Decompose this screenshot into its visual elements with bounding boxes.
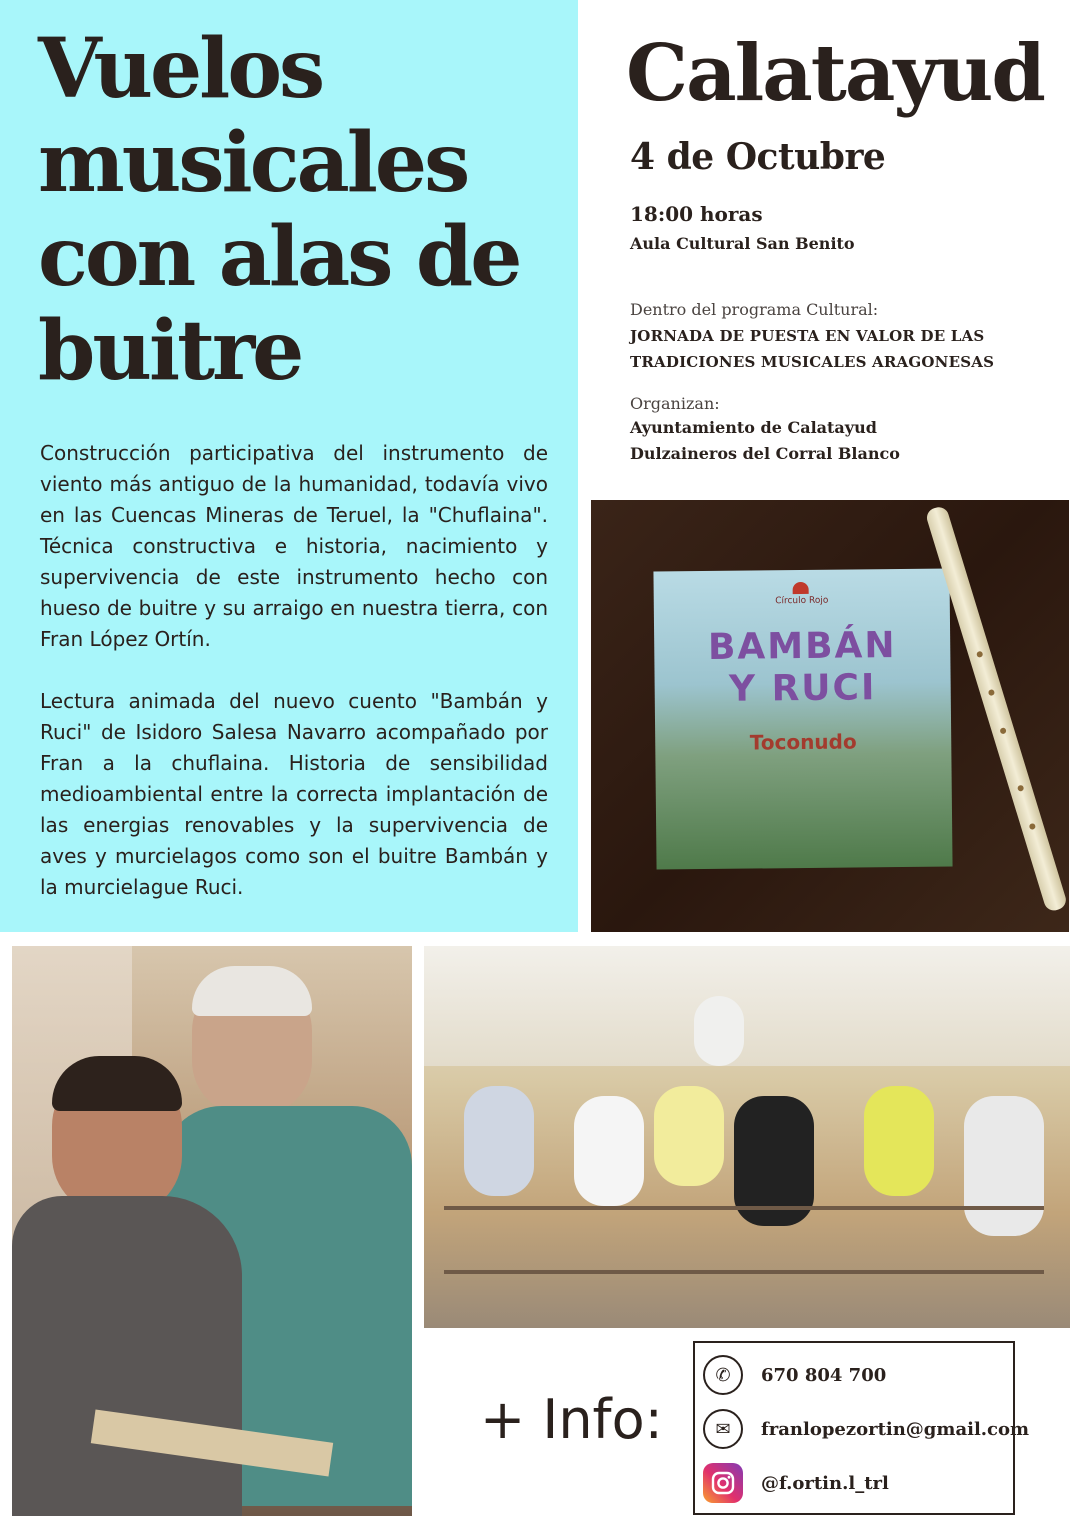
description-panel <box>0 0 578 932</box>
phone-number[interactable]: 670 804 700 <box>761 1364 887 1386</box>
publisher-logo-icon <box>793 582 809 594</box>
instagram-handle[interactable]: @f.ortin.l_trl <box>761 1472 889 1494</box>
event-city: Calatayud <box>626 28 1044 119</box>
child <box>654 1086 724 1186</box>
book-subtitle: Toconudo <box>749 729 857 755</box>
hall-wall <box>424 946 1070 1066</box>
workshop-photo <box>12 946 412 1516</box>
event-time: 18:00 horas <box>630 202 763 226</box>
mail-icon: ✉ <box>703 1409 743 1449</box>
info-heading: + Info: <box>480 1388 663 1451</box>
page-title: Vuelos musicales con alas de buitre <box>38 21 520 399</box>
book-title-line-1: BAMBÁN <box>707 625 897 668</box>
description-paragraph-1: Construcción participativa del instrumento de viento más antiguo de la humanidad, todavía vivo en las Cuencas Mineras de Teruel, la "Chuflaina". Técnica constructiva e historia, nacimiento y supervivencia de este instrumento hecho con hueso de buitre y su arraigo en nuestra tierra, con Fran López Ortín. <box>40 441 548 651</box>
teacher <box>694 996 744 1066</box>
phone-row[interactable] <box>703 1353 886 1397</box>
flute-hole <box>999 727 1006 734</box>
young-hair <box>52 1056 182 1111</box>
program-name-line-2: TRADICIONES MUSICALES ARAGONESAS <box>630 353 995 371</box>
flute-hole <box>988 689 995 696</box>
chairs <box>444 1206 1044 1274</box>
contact-box <box>693 1341 1030 1515</box>
children-session-photo <box>424 946 1070 1328</box>
organizer-1: Ayuntamiento de Calatayud <box>630 418 877 437</box>
instagram-icon <box>703 1463 743 1503</box>
description-paragraph-2: Lectura animada del nuevo cuento "Bambán y Ruci" de Isidoro Salesa Navarro acompañado por Fran a la chuflaina. Historia de sensibilidad medioambiental entre la correcta implantación de las energias renovables y la supervivencia de aves y murcielagos como son el buitre Bambán y la murcielague Ruci. <box>40 689 548 899</box>
child <box>464 1086 534 1196</box>
flute-hole <box>1029 823 1036 830</box>
organizer-2: Dulzaineros del Corral Blanco <box>630 444 900 463</box>
program-name-line-1: JORNADA DE PUESTA EN VALOR DE LAS <box>630 327 985 345</box>
flute-hole <box>1017 784 1024 791</box>
event-date: 4 de Octubre <box>630 136 886 178</box>
program-label: Dentro del programa Cultural: <box>630 300 879 319</box>
book-photo <box>591 500 1069 932</box>
email-address[interactable]: franlopezortin@gmail.com <box>761 1418 1030 1440</box>
book-cover <box>653 568 952 869</box>
child <box>574 1096 644 1206</box>
elder-hair <box>192 966 312 1016</box>
flute-hole <box>976 651 983 658</box>
instagram-row[interactable] <box>703 1461 889 1505</box>
event-venue: Aula Cultural San Benito <box>630 234 855 253</box>
phone-icon: ✆ <box>703 1355 743 1395</box>
organizers-label: Organizan: <box>630 394 720 413</box>
young-shirt <box>12 1196 242 1516</box>
child <box>864 1086 934 1196</box>
book-publisher: Círculo Rojo <box>775 595 829 607</box>
email-row[interactable] <box>703 1407 1029 1451</box>
book-title-line-2: Y RUCI <box>728 667 877 710</box>
book-title <box>654 624 951 711</box>
instagram-glyph <box>710 1470 736 1496</box>
